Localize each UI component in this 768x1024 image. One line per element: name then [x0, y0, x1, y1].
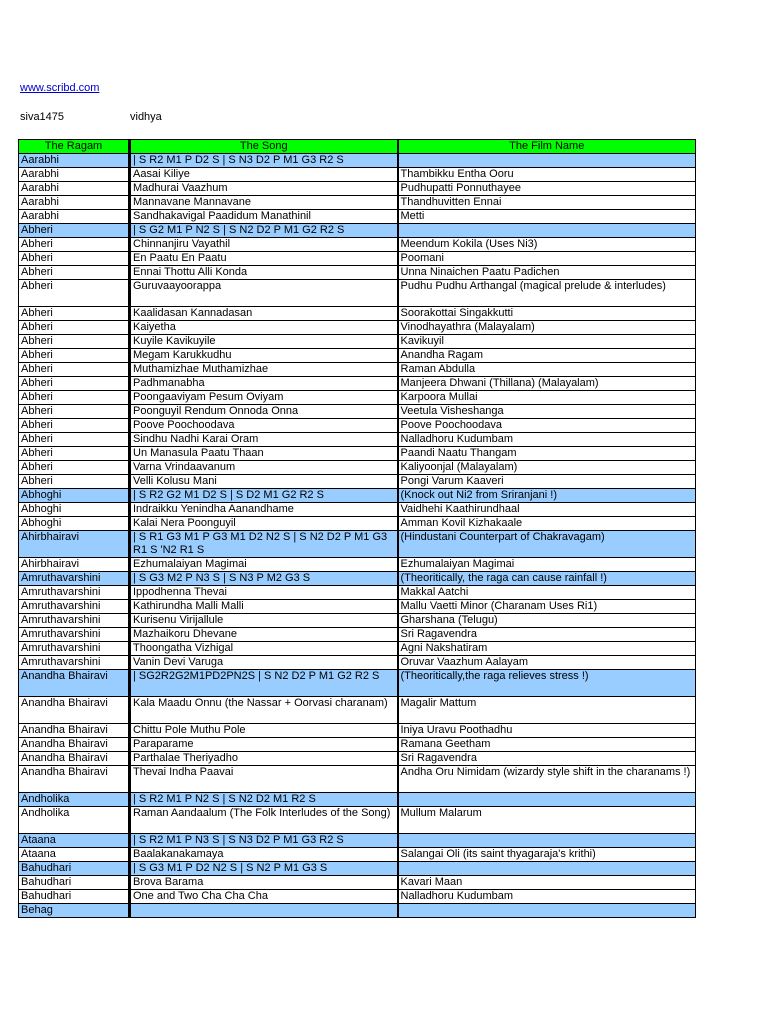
song-cell: Vanin Devi Varuga — [130, 656, 398, 670]
ragam-cell: Aarabhi — [19, 182, 130, 196]
uploader-username: siva1475 — [20, 111, 65, 123]
film-cell: Nalladhoru Kudumbam — [398, 433, 696, 447]
song-cell: Madhurai Vaazhum — [130, 182, 398, 196]
film-cell: Salangai Oli (its saint thyagaraja's krithi) — [398, 848, 696, 862]
song-cell: One and Two Cha Cha Cha — [130, 890, 398, 904]
film-cell: Ramana Geetham — [398, 738, 696, 752]
film-cell: Pudhu Pudhu Arthangal (magical prelude & interludes) — [398, 280, 696, 307]
ragam-cell: Abheri — [19, 321, 130, 335]
film-cell: Thandhuvitten Ennai — [398, 196, 696, 210]
ragam-cell: Abheri — [19, 433, 130, 447]
ragam-scale-row — [19, 531, 696, 558]
film-cell: Agni Nakshatiram — [398, 642, 696, 656]
ragam-cell: Aarabhi — [19, 196, 130, 210]
ragam-cell: Ahirbhairavi — [19, 531, 130, 558]
table-row — [19, 697, 696, 724]
song-cell: Ippodhenna Thevai — [130, 586, 398, 600]
ragam-cell: Amruthavarshini — [19, 656, 130, 670]
song-cell: Brova Barama — [130, 876, 398, 890]
film-cell: Sri Ragavendra — [398, 752, 696, 766]
film-cell: Soorakottai Singakkutti — [398, 307, 696, 321]
film-cell: Kaliyoonjal (Malayalam) — [398, 461, 696, 475]
film-cell: Kavari Maan — [398, 876, 696, 890]
ragam-scale-row — [19, 834, 696, 848]
table-row — [19, 377, 696, 391]
ragam-cell: Bahudhari — [19, 876, 130, 890]
song-cell: Ezhumalaiyan Magimai — [130, 558, 398, 572]
ragam-cell: Abheri — [19, 405, 130, 419]
table-row — [19, 210, 696, 224]
table-row — [19, 807, 696, 834]
table-row — [19, 433, 696, 447]
film-cell: Andha Oru Nimidam (wizardy style shift in the charanams !) — [398, 766, 696, 793]
film-cell: Sri Ragavendra — [398, 628, 696, 642]
document-owner: vidhya — [130, 111, 162, 123]
film-cell: Pudhupatti Ponnuthayee — [398, 182, 696, 196]
ragam-cell: Abheri — [19, 224, 130, 238]
song-cell: Aasai Kiliye — [130, 168, 398, 182]
ragam-cell: Abheri — [19, 280, 130, 307]
song-cell: Ennai Thottu Alli Konda — [130, 266, 398, 280]
table-row — [19, 503, 696, 517]
song-cell: Kathirundha Malli Malli — [130, 600, 398, 614]
song-cell: Kurisenu Virijallule — [130, 614, 398, 628]
song-cell: Poove Poochoodava — [130, 419, 398, 433]
table-row — [19, 280, 696, 307]
header-ragam: The Ragam — [19, 140, 130, 154]
song-cell: Velli Kolusu Mani — [130, 475, 398, 489]
ragam-cell: Aarabhi — [19, 210, 130, 224]
film-cell: Kavikuyil — [398, 335, 696, 349]
song-cell: | SG2R2G2M1PD2PN2S | S N2 D2 P M1 G2 R2 S — [130, 670, 398, 697]
ragam-cell: Abheri — [19, 335, 130, 349]
table-row — [19, 890, 696, 904]
film-cell: Raman Abdulla — [398, 363, 696, 377]
film-cell — [398, 904, 696, 918]
ragam-scale-row — [19, 862, 696, 876]
film-cell: (Theoritically,the raga relieves stress !) — [398, 670, 696, 697]
film-cell: Nalladhoru Kudumbam — [398, 890, 696, 904]
song-cell: Thoongatha Vizhigal — [130, 642, 398, 656]
song-cell: Padhmanabha — [130, 377, 398, 391]
film-cell: Thambikku Entha Ooru — [398, 168, 696, 182]
film-cell: (Theoritically, the raga can cause rainfall !) — [398, 572, 696, 586]
ragam-cell: Abheri — [19, 307, 130, 321]
song-cell: Mannavane Mannavane — [130, 196, 398, 210]
song-cell: Chinnanjiru Vayathil — [130, 238, 398, 252]
film-cell: Vaidhehi Kaathirundhaal — [398, 503, 696, 517]
table-row — [19, 182, 696, 196]
table-row — [19, 724, 696, 738]
film-cell: (Hindustani Counterpart of Chakravagam) — [398, 531, 696, 558]
ragam-cell: Aarabhi — [19, 168, 130, 182]
table-row — [19, 876, 696, 890]
ragam-cell: Abheri — [19, 447, 130, 461]
ragam-scale-row — [19, 572, 696, 586]
film-cell: Karpoora Mullai — [398, 391, 696, 405]
ragam-cell: Bahudhari — [19, 890, 130, 904]
film-cell: Poomani — [398, 252, 696, 266]
song-cell: | S G2 M1 P N2 S | S N2 D2 P M1 G2 R2 S — [130, 224, 398, 238]
film-cell: Magalir Mattum — [398, 697, 696, 724]
film-cell: Oruvar Vaazhum Aalayam — [398, 656, 696, 670]
song-cell: Paraparame — [130, 738, 398, 752]
ragam-scale-row — [19, 489, 696, 503]
film-cell: Unna Ninaichen Paatu Padichen — [398, 266, 696, 280]
table-row — [19, 391, 696, 405]
table-row — [19, 766, 696, 793]
song-cell: Raman Aandaalum (The Folk Interludes of the Song) — [130, 807, 398, 834]
song-cell: Sandhakavigal Paadidum Manathinil — [130, 210, 398, 224]
ragam-cell: Abheri — [19, 461, 130, 475]
song-cell: Poongaaviyam Pesum Oviyam — [130, 391, 398, 405]
song-cell: Sindhu Nadhi Karai Oram — [130, 433, 398, 447]
table-row — [19, 321, 696, 335]
ragam-cell: Abhoghi — [19, 517, 130, 531]
ragam-cell: Anandha Bhairavi — [19, 697, 130, 724]
table-row — [19, 349, 696, 363]
ragam-cell: Amruthavarshini — [19, 628, 130, 642]
ragam-cell: Anandha Bhairavi — [19, 738, 130, 752]
ragam-scale-row — [19, 670, 696, 697]
ragam-song-table — [18, 139, 696, 918]
song-cell: | S R1 G3 M1 P G3 M1 D2 N2 S | S N2 D2 P M1 G3 R1 S 'N2 R1 S — [130, 531, 398, 558]
ragam-cell: Abheri — [19, 475, 130, 489]
table-header-row — [19, 140, 696, 154]
film-cell: Paandi Naatu Thangam — [398, 447, 696, 461]
film-cell: Anandha Ragam — [398, 349, 696, 363]
table-row — [19, 848, 696, 862]
scribd-link[interactable]: www.scribd.com — [20, 82, 100, 94]
ragam-cell: Abheri — [19, 238, 130, 252]
ragam-cell: Abheri — [19, 391, 130, 405]
film-cell: Amman Kovil Kizhakaale — [398, 517, 696, 531]
ragam-cell: Anandha Bhairavi — [19, 766, 130, 793]
table-row — [19, 558, 696, 572]
ragam-cell: Abheri — [19, 363, 130, 377]
table-row — [19, 752, 696, 766]
ragam-cell: Abheri — [19, 266, 130, 280]
film-cell: Manjeera Dhwani (Thillana) (Malayalam) — [398, 377, 696, 391]
table-row — [19, 238, 696, 252]
song-cell: Kaiyetha — [130, 321, 398, 335]
ragam-cell: Ataana — [19, 848, 130, 862]
song-cell: | S R2 M1 P D2 S | S N3 D2 P M1 G3 R2 S — [130, 154, 398, 168]
film-cell: Makkal Aatchi — [398, 586, 696, 600]
ragam-cell: Amruthavarshini — [19, 600, 130, 614]
table-row — [19, 335, 696, 349]
song-cell: Varna Vrindaavanum — [130, 461, 398, 475]
song-cell: | S R2 M1 P N3 S | S N3 D2 P M1 G3 R2 S — [130, 834, 398, 848]
song-cell: | S G3 M1 P D2 N2 S | S N2 P M1 G3 S — [130, 862, 398, 876]
ragam-cell: Andholika — [19, 793, 130, 807]
song-cell: Guruvaayoorappa — [130, 280, 398, 307]
film-cell: Gharshana (Telugu) — [398, 614, 696, 628]
song-cell: | S R2 G2 M1 D2 S | S D2 M1 G2 R2 S — [130, 489, 398, 503]
table-row — [19, 307, 696, 321]
song-cell: Indraikku Yenindha Aanandhame — [130, 503, 398, 517]
ragam-scale-row — [19, 154, 696, 168]
song-cell: Chittu Pole Muthu Pole — [130, 724, 398, 738]
table-row — [19, 447, 696, 461]
film-cell — [398, 154, 696, 168]
film-cell — [398, 224, 696, 238]
song-cell: | S G3 M2 P N3 S | S N3 P M2 G3 S — [130, 572, 398, 586]
song-cell — [130, 904, 398, 918]
song-cell: Mazhaikoru Dhevane — [130, 628, 398, 642]
table-row — [19, 517, 696, 531]
ragam-cell: Abheri — [19, 377, 130, 391]
table-row — [19, 461, 696, 475]
film-cell — [398, 862, 696, 876]
song-cell: Parthalae Theriyadho — [130, 752, 398, 766]
film-cell: Iniya Uravu Poothadhu — [398, 724, 696, 738]
song-cell: Thevai Indha Paavai — [130, 766, 398, 793]
film-cell: Mullum Malarum — [398, 807, 696, 834]
table-row — [19, 628, 696, 642]
ragam-scale-row — [19, 793, 696, 807]
table-row — [19, 419, 696, 433]
ragam-cell: Abheri — [19, 349, 130, 363]
ragam-scale-row — [19, 904, 696, 918]
header-song: The Song — [130, 140, 398, 154]
ragam-cell: Ataana — [19, 834, 130, 848]
film-cell: Meendum Kokila (Uses Ni3) — [398, 238, 696, 252]
table-row — [19, 196, 696, 210]
song-cell: Kaalidasan Kannadasan — [130, 307, 398, 321]
song-cell: Poonguyil Rendum Onnoda Onna — [130, 405, 398, 419]
table-row — [19, 586, 696, 600]
ragam-cell: Abheri — [19, 252, 130, 266]
song-cell: Kala Maadu Onnu (the Nassar + Oorvasi charanam) — [130, 697, 398, 724]
ragam-cell: Amruthavarshini — [19, 642, 130, 656]
song-cell: En Paatu En Paatu — [130, 252, 398, 266]
film-cell — [398, 834, 696, 848]
table-row — [19, 475, 696, 489]
ragam-cell: Amruthavarshini — [19, 572, 130, 586]
table-row — [19, 252, 696, 266]
film-cell: Metti — [398, 210, 696, 224]
film-cell: Vinodhayathra (Malayalam) — [398, 321, 696, 335]
ragam-cell: Bahudhari — [19, 862, 130, 876]
film-cell — [398, 793, 696, 807]
ragam-cell: Abhoghi — [19, 503, 130, 517]
ragam-cell: Anandha Bhairavi — [19, 724, 130, 738]
ragam-cell: Aarabhi — [19, 154, 130, 168]
song-cell: Megam Karukkudhu — [130, 349, 398, 363]
film-cell: Veetula Visheshanga — [398, 405, 696, 419]
ragam-cell: Amruthavarshini — [19, 614, 130, 628]
table-row — [19, 614, 696, 628]
ragam-scale-row — [19, 224, 696, 238]
song-cell: Un Manasula Paatu Thaan — [130, 447, 398, 461]
table-row — [19, 738, 696, 752]
ragam-cell: Ahirbhairavi — [19, 558, 130, 572]
table-row — [19, 405, 696, 419]
film-cell: Poove Poochoodava — [398, 419, 696, 433]
song-cell: Baalakanakamaya — [130, 848, 398, 862]
table-row — [19, 656, 696, 670]
film-cell: Ezhumalaiyan Magimai — [398, 558, 696, 572]
ragam-cell: Amruthavarshini — [19, 586, 130, 600]
ragam-cell: Anandha Bhairavi — [19, 670, 130, 697]
table-row — [19, 168, 696, 182]
ragam-cell: Abheri — [19, 419, 130, 433]
song-cell: | S R2 M1 P N2 S | S N2 D2 M1 R2 S — [130, 793, 398, 807]
film-cell: Pongi Varum Kaaveri — [398, 475, 696, 489]
film-cell: (Knock out Ni2 from Sriranjani !) — [398, 489, 696, 503]
song-cell: Kuyile Kavikuyile — [130, 335, 398, 349]
ragam-cell: Andholika — [19, 807, 130, 834]
table-row — [19, 363, 696, 377]
table-row — [19, 600, 696, 614]
ragam-cell: Anandha Bhairavi — [19, 752, 130, 766]
ragam-cell: Behag — [19, 904, 130, 918]
header-film: The Film Name — [398, 140, 696, 154]
table-row — [19, 266, 696, 280]
table-row — [19, 642, 696, 656]
ragam-cell: Abhoghi — [19, 489, 130, 503]
song-cell: Kalai Nera Poonguyil — [130, 517, 398, 531]
song-cell: Muthamizhae Muthamizhae — [130, 363, 398, 377]
film-cell: Mallu Vaetti Minor (Charanam Uses Ri1) — [398, 600, 696, 614]
